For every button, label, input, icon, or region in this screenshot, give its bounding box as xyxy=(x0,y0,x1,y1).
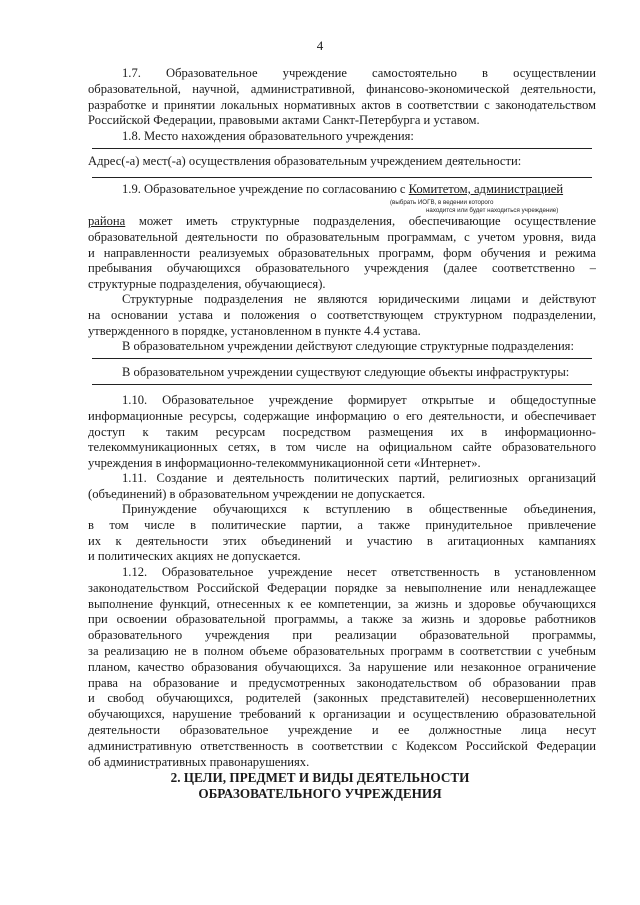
text-line: В образовательном учреждении действуют следующие структурные подразделения: xyxy=(122,339,574,353)
text-line: телекоммуникационных сетях, в том числе на официальном сайте образовательного xyxy=(88,440,596,455)
text-line: при освоении образовательной программы, а также за жизнь и здоровье работников xyxy=(88,612,596,627)
units-label xyxy=(88,339,596,355)
footnote-hint-1: (выбрать ИОГВ, в ведении которого xyxy=(390,199,494,206)
text-line: законодательством Российской Федерации порядке за невыполнение или ненадлежащее xyxy=(88,580,596,595)
text-line: 1.10. Образовательное учреждение формирует открытые и общедоступные xyxy=(122,393,596,407)
text-line: образовательного учреждения при реализации образовательной программы, xyxy=(88,628,596,643)
text-line: и свобод обучающихся, родителей (законных представителей) несовершеннолетних xyxy=(88,691,596,706)
text-line: 1.8. Место нахождения образовательного учреждения: xyxy=(122,129,414,143)
paragraph-1-11 xyxy=(88,471,596,503)
text-segment: может иметь структурные подразделения, обеспечивающие осуществление xyxy=(125,214,596,228)
text-line: разработке и принятии локальных нормативных актов в соответствии с законодательством xyxy=(88,97,596,112)
text-line: на основании устава и положения о соответствующем структурном подразделении, xyxy=(88,307,596,322)
address-label xyxy=(88,154,596,170)
text-line: информационные ресурсы, содержащие информацию о его деятельности, и обеспечивает xyxy=(88,408,596,423)
paragraph-structural-units xyxy=(88,292,596,339)
text-line: планом, качество образования обучающихся. За нарушение или незаконное ограничение xyxy=(88,659,596,674)
text-line: Принуждение обучающихся к вступлению в общественные объединения, xyxy=(122,502,596,516)
text-line: и направленности реализуемых образовательных программ, форм обучения и режима xyxy=(88,245,596,260)
infrastructure-label xyxy=(88,365,596,381)
paragraph-1-12 xyxy=(88,565,596,770)
paragraph-1-8-title xyxy=(88,129,596,145)
blank-line-units xyxy=(92,358,592,359)
text-line: их к деятельности этих объединений и участию в агитационных кампаниях xyxy=(88,533,596,548)
underlined-district: района xyxy=(88,214,126,228)
text-line: структурные подразделения, обучающиеся). xyxy=(88,277,326,292)
paragraph-coercion xyxy=(88,502,596,565)
blank-line-address xyxy=(92,177,592,178)
text-line: пребывания обучающихся образовательного учреждения (далее соответственно – xyxy=(88,261,596,276)
text-line: права на образование и предусмотренных законодательством об образовании прав xyxy=(88,675,596,690)
text-segment: 1.9. Образовательное учреждение по согласованию с xyxy=(122,182,409,196)
text-line: утвержденного в порядке, установленном в пункте 4.4 устава. xyxy=(88,323,421,338)
text-line: Российской Федерации, правовыми актами Санкт-Петербурга и уставом. xyxy=(88,113,480,128)
text-line: В образовательном учреждении существуют следующие объекты инфраструктуры: xyxy=(122,365,570,379)
blank-line-infrastructure xyxy=(92,384,592,385)
section-heading-line1: 2. ЦЕЛИ, ПРЕДМЕТ И ВИДЫ ДЕЯТЕЛЬНОСТИ xyxy=(170,770,470,785)
paragraph-1-9-body xyxy=(88,214,596,293)
text-line: об административных правонарушениях. xyxy=(88,754,310,769)
text-line: выполнение функций, отнесенных к ее компетенции, за жизнь и здоровье обучающихся xyxy=(88,596,596,611)
text-line: Структурные подразделения не являются юридическими лицами и действуют xyxy=(122,292,596,306)
text-line: обучающихся, нарушение требований к организации и осуществлению образовательной xyxy=(88,707,596,722)
text-line: (объединений) в образовательном учреждении не допускается. xyxy=(88,486,426,501)
text-line: деятельности образовательное учреждение и ее должностные лица несут xyxy=(88,722,596,737)
underlined-authority: Комитетом, администрацией xyxy=(408,182,564,196)
text-line: образовательной, научной, административной, финансово-экономической деятельности, xyxy=(88,81,596,96)
text-line: и политических акциях не допускается. xyxy=(88,549,301,564)
footnote-hint-2: находится или будет находиться учреждение) xyxy=(426,207,559,214)
blank-line-location xyxy=(92,148,592,149)
section-heading-line2: ОБРАЗОВАТЕЛЬНОГО УЧРЕЖДЕНИЯ xyxy=(198,786,442,801)
text-line: за реализацию не в полном объеме образовательных программ в соответствии с учебным xyxy=(88,643,596,658)
paragraph-1-10 xyxy=(88,393,596,472)
page-number: 4 xyxy=(316,38,324,53)
text-line: административную ответственность в соответствии с Кодексом Российской Федерации xyxy=(88,738,596,753)
text-line: 1.11. Создание и деятельность политических партий, религиозных организаций xyxy=(122,471,596,485)
text-line: Адрес(-а) мест(-а) осуществления образовательным учреждением деятельности: xyxy=(88,154,522,168)
text-line: 1.7. Образовательное учреждение самостоятельно в осуществлении xyxy=(122,66,596,80)
text-line: образовательной деятельности по образовательным программам, с учетом уровня, вида xyxy=(88,229,596,244)
text-line: 1.12. Образовательное учреждение несет ответственность в установленном xyxy=(122,565,596,579)
text-line: учреждения в информационно-телекоммуникационной сети «Интернет». xyxy=(88,456,481,471)
text-line: доступ к таким ресурсам посредством размещения их в информационно- xyxy=(88,424,596,439)
paragraph-1-9-line1 xyxy=(88,182,596,198)
paragraph-1-7 xyxy=(88,66,596,129)
text-line: в том числе в политические партии, а также принудительное привлечение xyxy=(88,517,596,532)
